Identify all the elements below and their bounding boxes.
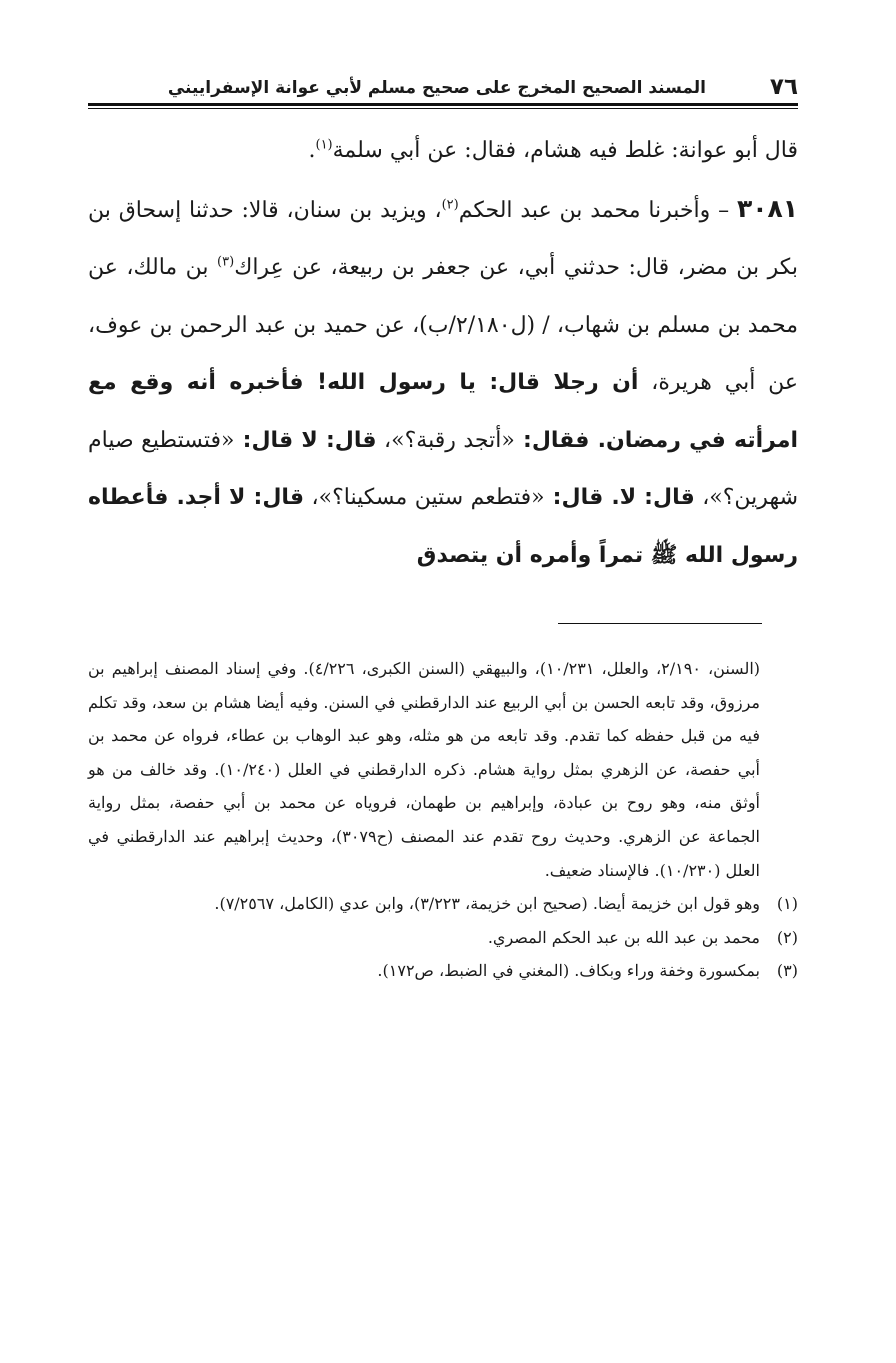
footnote-3 [88,954,798,988]
footnote-number: (٣) [776,961,798,981]
footnote-separator [558,623,762,624]
footnote-ref-3[interactable]: (٣) [217,254,235,270]
hadith-matn: أن رجلا قال: يا رسول الله! فأخبره أنه وقع مع امرأته في رمضان. فقال: [88,370,798,453]
paragraph-abu-awana: قال أبو عوانة: غلط فيه هشام، فقال: عن أبي سلمة$^{(١)}$. [308,137,798,163]
footnote-number: (٢) [776,927,798,947]
footnote-continuation: (السنن، ٢/١٩٠، والعلل، ١٠/٢٣١)، والبيهقي (السنن الكبرى، ٤/٢٢٦). وفي إسناد المصنف إبراهيم بن مرزوق، وقد تابعه الحسن بن أبي الربيع عند الدارقطني في السنن. وفيه أيضا هشام بن سعد، وقد تكلم فيه من قبل حفظه كما تقدم. وقد تابعه من هو مثله، وهو عبد الوهاب بن عطاء، فرواه عن محمد بن أبي حفصة، عن الزهري بمثل رواية هشام. ذكره الدارقطني في العلل (١٠/٢٤٠). وقد خالف من هو أوثق منه، وهو روح بن عبادة، وإبراهيم بن طهمان، فروياه عن محمد بن أبي حفصة، بمثل رواية الجماعة عن الزهري. وحديث روح تقدم عند المصنف (ح٣٠٧٩)، وحديث إبراهيم عند الدارقطني في العلل (١٠/٢٣٠). فالإسناد ضعيف. [88,659,761,880]
hadith-paragraph: ٣٠٨١ – وأخبرنا محمد بن عبد الحكم$^{(٢)}$، ويزيد بن سنان، قالا: حدثنا إسحاق بن بكر بن مضر، قال: حدثني أبي، عن جعفر بن ربيعة، عن عِراك$^{(٣)}$ بن مالك، عن محمد بن مسلم بن شهاب، / (ل٢/١٨٠/ب)، عن حميد بن عبد الرحمن بن عوف، عن أبي هريرة، أن رجلا قال: يا رسول الله! فأخبره أنه وقع مع امرأته في رمضان. فقال: «أتجد رقبة؟»، قال: لا قال: «فتستطيع صيام شهرين؟»، قال: لا. قال: «فتطعم ستين مسكينا؟»، قال: لا أجد. فأعطاه رسول الله ﷺ تمراً وأمره أن يتصدق [88,193,799,568]
footnote-text: وهو قول ابن خزيمة أيضا. (صحيح ابن خزيمة، ٣/٢٢٣)، وابن عدي (الكامل، ٧/٢٥٦٧). [214,894,760,914]
footnote-text: محمد بن عبد الله بن عبد الحكم المصري. [487,927,760,947]
hadith-number: ٣٠٨١ [736,193,798,223]
footnotes [88,652,798,988]
footnote-ref-2[interactable]: (٢) [441,197,459,213]
header-rule-thin [88,108,798,109]
main-text [88,122,798,584]
header-rule [88,103,798,106]
running-title: المسند الصحيح المخرج على صحيح مسلم لأبي عوانة الإسفراييني [167,78,706,98]
prophet-quote: «فتستطيع صيام شهرين؟» [88,427,799,510]
prophet-quote: «فتطعم ستين مسكينا؟» [318,485,545,510]
footnote-ref-1[interactable]: (١) [315,137,333,153]
footnote-2 [88,921,798,955]
page-number: ٧٦ [769,74,798,100]
page-header [88,72,798,102]
footnote-1 [88,887,798,921]
footnote-number: (١) [776,894,798,914]
prophet-quote: «أتجد رقبة؟» [391,427,515,453]
footnote-text: بمكسورة وخفة وراء وبكاف. (المغني في الضبط، ص١٧٢). [377,961,760,981]
